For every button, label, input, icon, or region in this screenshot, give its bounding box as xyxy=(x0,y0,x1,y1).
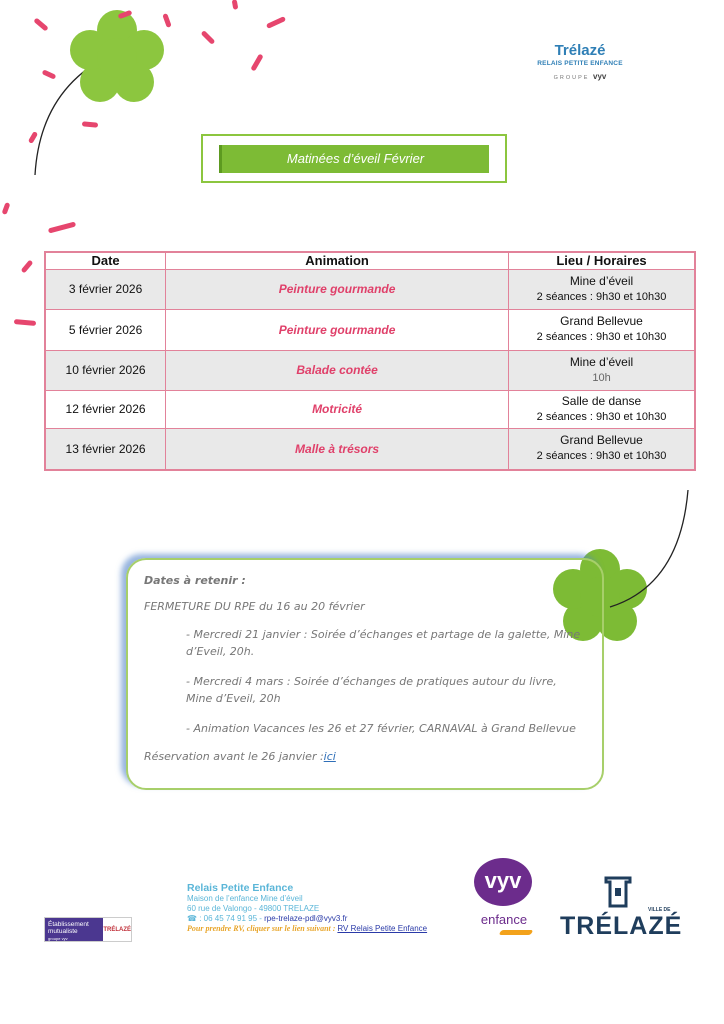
trelaze-rpe-logo: Trélazé RELAIS PETITE ENFANCE GROUPE vyv xyxy=(537,42,623,81)
rv-link[interactable]: RV Relais Petite Enfance xyxy=(337,924,428,933)
table-row: 12 février 2026 Motricité Salle de danse 2 séances : 9h30 et 10h30 xyxy=(45,390,695,428)
table-row: 10 février 2026 Balade contée Mine d’éveil 10h xyxy=(45,350,695,390)
mutualiste-badge: Établissement mutualiste groupe vyv TRÉLAZÉ xyxy=(44,917,132,942)
enfance-underline xyxy=(499,930,534,935)
table-row: 5 février 2026 Peinture gourmande Grand Bellevue 2 séances : 9h30 et 10h30 xyxy=(45,309,695,350)
page-title: Matinées d’éveil Février xyxy=(219,145,489,173)
trelaze-tower-icon xyxy=(602,874,634,908)
table-header: Date Animation Lieu / Horaires xyxy=(45,252,695,269)
dates-to-remember-box: Dates à retenir : FERMETURE DU RPE du 16 au 20 février - Mercredi 21 janvier : Soirée d’échanges et partage de la galette, Mine d’Eveil, 20h. - Mercredi 4 mars : Soirée d’échanges de pratiques autour du livre, Mine d’Eveil, 20h - Animation Vacances les 26 et 27 février, CARNAVAL à Grand Bellevue Réservation avant le 26 janvier :ici xyxy=(126,558,604,790)
table-row: 13 février 2026 Malle à trésors Grand Bellevue 2 séances : 9h30 et 10h30 xyxy=(45,428,695,470)
vyv-logo: vyv xyxy=(474,858,532,906)
reservation-link[interactable]: ici xyxy=(323,750,336,763)
title-box xyxy=(201,134,507,183)
table-row: 3 février 2026 Peinture gourmande Mine d’éveil 2 séances : 9h30 et 10h30 xyxy=(45,269,695,309)
contact-info: Relais Petite Enfance Maison de l’enfance Mine d’éveil 60 rue de Valongo - 49800 TRELAZE ☎ : 06 45 74 91 95 - rpe-trelaze-pdl@vyv3.fr Pour prendre RV, cliquer sur le lien suivant : RV Relais Petite Enfance xyxy=(187,882,428,933)
ville-trelaze-logo: TRÉLAZÉ xyxy=(560,912,683,940)
email-link[interactable]: rpe-trelaze-pdl@vyv3.fr xyxy=(264,914,348,923)
schedule-table xyxy=(44,251,696,471)
